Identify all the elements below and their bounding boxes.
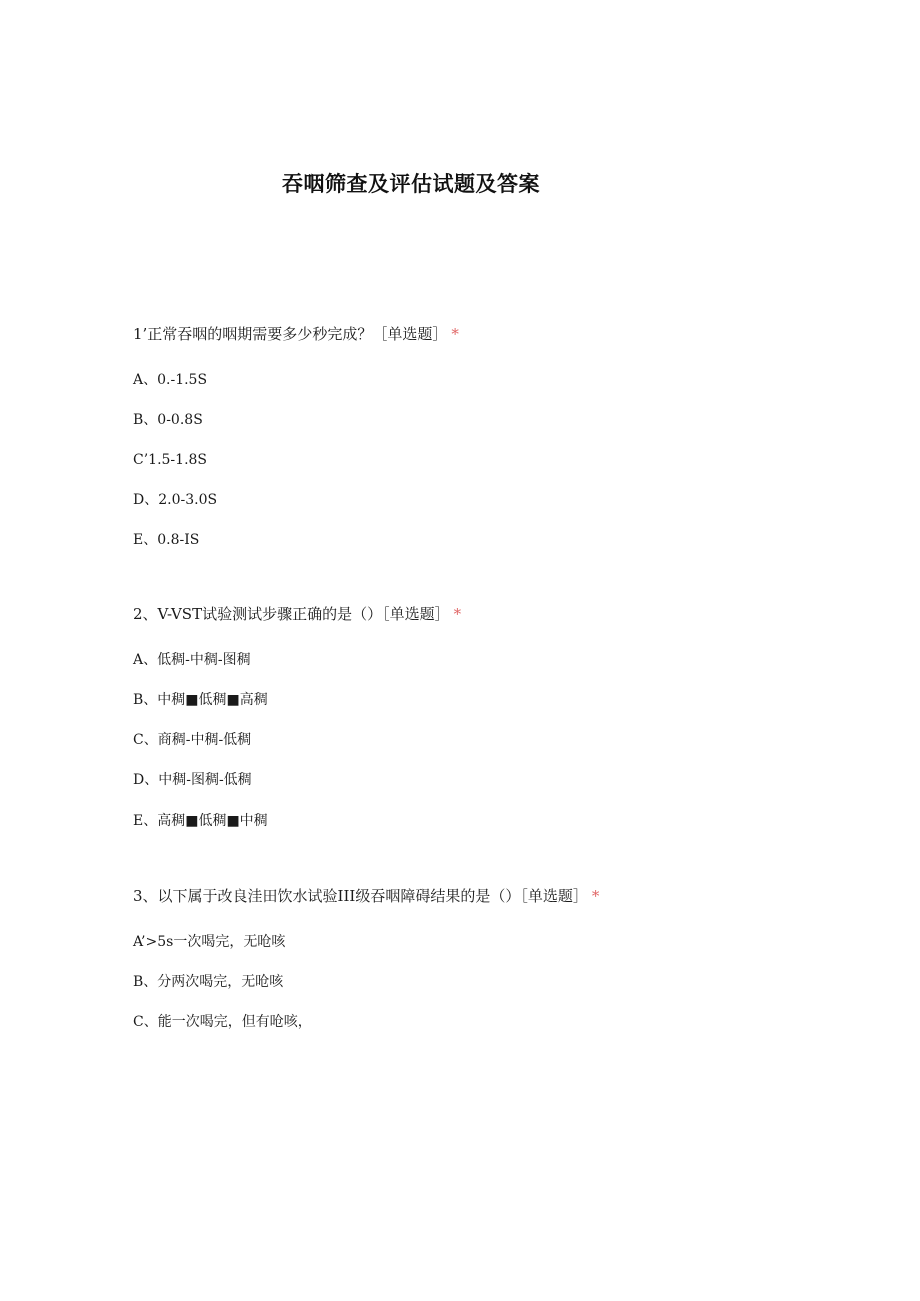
- option-3c[interactable]: C、能一次喝完，但有呛咳，: [133, 1014, 312, 1030]
- question-2: [133, 604, 462, 829]
- question-3-text: 3、以下属于改良洼田饮水试验III级吞咽障碍结果的是（）［单选题］: [133, 887, 588, 905]
- option-1b[interactable]: B、0-0.8S: [133, 412, 203, 428]
- option-2d[interactable]: D、中稠-图稠-低稠: [133, 772, 252, 788]
- option-1a[interactable]: A、0.-1.5S: [133, 372, 208, 388]
- required-mark: *: [451, 325, 459, 343]
- option-2c[interactable]: C、商稠-中稠-低稠: [133, 732, 252, 748]
- question-1-text: 1’正常吞咽的咽期需要多少秒完成？［单选题］: [133, 325, 448, 343]
- option-2e[interactable]: E、高稠■低稠■中稠: [133, 813, 268, 829]
- document-title: 吞咽筛查及评估试题及答案: [282, 172, 540, 196]
- required-mark: *: [453, 605, 462, 623]
- option-3a[interactable]: A’>5s一次喝完，无呛咳: [133, 934, 286, 950]
- required-mark: *: [591, 887, 600, 905]
- option-1c[interactable]: C’1.5-1.8S: [133, 452, 208, 468]
- option-1d[interactable]: D、2.0-3.0S: [133, 492, 218, 508]
- option-2a[interactable]: A、低稠-中稠-图稠: [133, 652, 251, 668]
- question-2-text: 2、V-VST试验测试步骤正确的是（）［单选题］: [133, 605, 450, 623]
- option-1e[interactable]: E、0.8-IS: [133, 532, 200, 548]
- option-3b[interactable]: B、分两次喝完，无呛咳: [133, 974, 284, 990]
- option-2b[interactable]: B、中稠■低稠■高稠: [133, 692, 268, 708]
- question-3: [133, 886, 600, 1030]
- question-1: [133, 324, 459, 548]
